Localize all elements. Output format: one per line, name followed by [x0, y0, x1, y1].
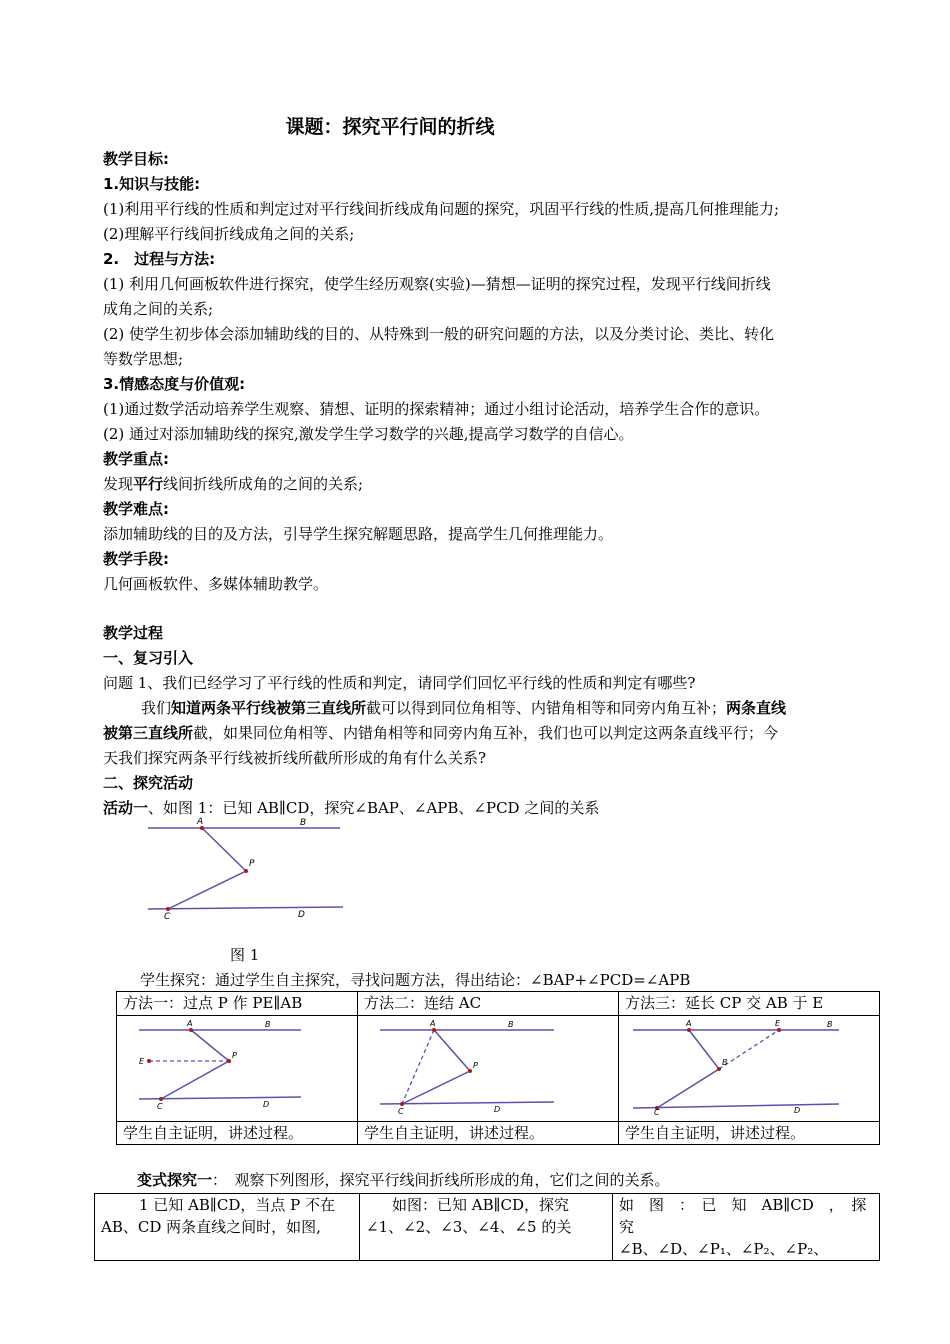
part1-heading: 一、复习引入: [103, 649, 194, 667]
m1-label-e: E: [139, 1057, 145, 1066]
fig1-label-a: A: [197, 817, 204, 827]
intro-para-line2: 被第三直线所截，如果同位角相等、内错角相等和同旁内角互补，我们也可以判定这两条直线平行；今: [103, 724, 779, 742]
fig1-label-b: B: [300, 818, 307, 828]
key-heading: 教学重点:: [103, 450, 169, 468]
goal-2a-line1: (1) 利用几何画板软件进行探究，使学生经历观察(实验)—猜想—证明的探究过程，发现平行线间折线: [103, 275, 771, 293]
goal-2b-line2: 等数学思想;: [103, 350, 184, 368]
m2-label-b: B: [508, 1020, 514, 1029]
m1-label-c: C: [157, 1102, 163, 1111]
method-3-title: 方法三：延长 CP 交 AB 于 E: [619, 992, 880, 1016]
method-2-footer: 学生自主证明，讲述过程。: [358, 1122, 619, 1145]
question-1: 问题 1、我们已经学习了平行线的性质和判定，请同学们回忆平行线的性质和判定有哪些?: [103, 674, 696, 692]
m3-label-b: B: [827, 1020, 833, 1029]
method-1-title: 方法一：过点 P 作 PE∥AB: [117, 992, 358, 1016]
method-3-footer: 学生自主证明，讲述过程。: [619, 1122, 880, 1145]
figure-1-caption: 图 1: [230, 946, 260, 964]
process-heading: 教学过程: [103, 624, 164, 642]
variant-table: [94, 1193, 880, 1261]
difficulty-text: 添加辅助线的目的及方法，引导学生探究解题思路，提高学生几何推理能力。: [103, 525, 614, 543]
part2-heading: 二、探究活动: [103, 774, 194, 792]
goal-section-3: 3.情感态度与价值观:: [103, 375, 246, 393]
goal-3b: (2) 通过对添加辅助线的探究,激发学生学习数学的兴趣,提高学习数学的自信心。: [103, 425, 634, 443]
m2-label-p: P: [473, 1061, 478, 1070]
intro-para-line1: 我们知道两条平行线被第三直线所截可以得到同位角相等、内错角相等和同旁内角互补；两条直线: [141, 699, 787, 717]
means-text: 几何画板软件、多媒体辅助教学。: [103, 575, 329, 593]
means-heading: 教学手段:: [103, 550, 169, 568]
goal-section-2: 2. 过程与方法:: [103, 250, 216, 268]
methods-table: [116, 991, 880, 1145]
intro-para-line3: 天我们探究两条平行线被折线所截所形成的角有什么关系?: [103, 749, 487, 767]
method-2-title: 方法二：连结 AC: [358, 992, 619, 1016]
m1-label-d: D: [263, 1100, 270, 1109]
variant-cell-2: 如图：已知 AB∥CD，探究 ∠1、∠2、∠3、∠4、∠5 的关: [360, 1194, 613, 1261]
figure-1: [140, 815, 355, 927]
m3-label-p: B: [722, 1058, 728, 1067]
m2-label-a: A: [430, 1019, 436, 1028]
m3-label-d: D: [794, 1106, 801, 1115]
fig1-label-d: D: [298, 910, 305, 920]
goal-3a: (1)通过数学活动培养学生观察、猜想、证明的探索精神；通过小组讨论活动，培养学生合作的意识。: [103, 400, 770, 418]
m1-label-b: B: [265, 1020, 271, 1029]
goal-1a: (1)利用平行线的性质和判定过对平行线间折线成角问题的探究，巩固平行线的性质,提高几何推理能力;: [103, 200, 780, 218]
m3-label-c: C: [654, 1108, 660, 1115]
goal-2a-line2: 成角之间的关系;: [103, 300, 214, 318]
m1-label-p: P: [232, 1051, 237, 1060]
m2-label-c: C: [398, 1107, 404, 1115]
goal-1b: (2)理解平行线间折线成角之间的关系;: [103, 225, 355, 243]
variant-cell-3: 如 图 ： 已 知 AB∥CD ， 探 究 ∠B、∠D、∠P₁、∠P₂、∠P₂、: [613, 1194, 880, 1261]
activity1-text: 活动一、如图 1：已知 AB∥CD，探究∠BAP、∠APB、∠PCD 之间的关系: [103, 799, 600, 817]
m1-label-a: A: [187, 1019, 193, 1028]
goal-section-1: 1.知识与技能:: [103, 175, 201, 193]
variant-heading: 变式探究一： 观察下列图形，探究平行线间折线所形成的角，它们之间的关系。: [137, 1171, 670, 1189]
method-1-footer: 学生自主证明，讲述过程。: [117, 1122, 358, 1145]
method-2-figure: [358, 1016, 619, 1122]
m2-label-d: D: [494, 1105, 501, 1114]
fig1-label-c: C: [164, 912, 171, 922]
m3-label-e: E: [775, 1019, 781, 1028]
difficulty-heading: 教学难点:: [103, 500, 169, 518]
variant-cell-1: 1 已知 AB∥CD，当点 P 不在 AB、CD 两条直线之间时，如图,: [95, 1194, 360, 1261]
method-1-figure: [117, 1016, 358, 1122]
page-title: 课题：探究平行间的折线: [285, 116, 495, 138]
key-text: 发现平行线间折线所成角的之间的关系;: [103, 475, 364, 493]
goal-2b-line1: (2) 使学生初步体会添加辅助线的目的、从特殊到一般的研究问题的方法，以及分类讨论、类比、转化: [103, 325, 775, 343]
fig1-label-p: P: [249, 859, 255, 869]
m3-label-a: A: [686, 1019, 692, 1028]
goals-heading: 教学目标:: [103, 150, 169, 168]
student-exploration: 学生探究：通过学生自主探究，寻找问题方法，得出结论：∠BAP+∠PCD=∠APB: [140, 971, 691, 989]
method-3-figure: [619, 1016, 880, 1122]
